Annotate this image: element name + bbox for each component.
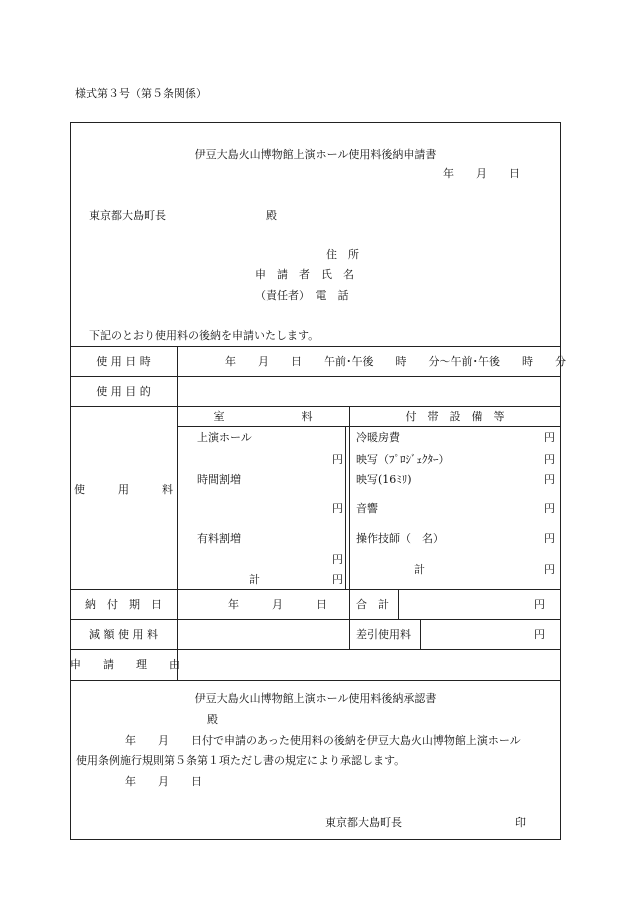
responsible-phone-label: （責任者） 電 話 <box>255 289 349 302</box>
sound-label: 音響 <box>356 502 378 515</box>
form-code: 様式第３号（第５条関係） <box>75 87 207 100</box>
film-16mm-yen: 円 <box>544 473 555 486</box>
equipment-total-yen: 円 <box>544 563 555 576</box>
net-fee-divider <box>420 619 421 649</box>
use-datetime-label: 使 用 日 時 <box>96 355 151 368</box>
fee-column-divider <box>349 406 350 649</box>
row-divider <box>70 680 561 681</box>
room-total-yen: 円 <box>332 573 343 586</box>
payment-due-label: 納 付 期 日 <box>85 598 162 611</box>
use-datetime-value: 年 月 日 午前･午後 時 分～午前･午後 時 分 <box>225 355 566 368</box>
heating-cooling-yen: 円 <box>544 431 555 444</box>
technician-label: 操作技師（ 名） <box>356 532 444 545</box>
net-fee-label: 差引使用料 <box>356 628 411 641</box>
fee-label: 使 用 料 <box>74 483 173 496</box>
row-divider <box>70 346 561 347</box>
time-surcharge-yen: 円 <box>332 502 343 515</box>
reason-label: 申 請 理 由 <box>70 658 180 671</box>
applicant-name-label: 申 請 者 氏 名 <box>255 268 354 281</box>
paid-surcharge-yen: 円 <box>332 553 343 566</box>
room-fee-inner-divider <box>345 426 346 589</box>
approval-body-line1: 年 月 日付で申請のあった使用料の後納を伊豆大島火山博物館上演ホール <box>125 734 521 747</box>
row-divider <box>177 426 561 427</box>
approval-date: 年 月 日 <box>125 775 202 788</box>
projector-yen: 円 <box>544 453 555 466</box>
approval-issuer: 東京都大島町長 <box>325 816 402 829</box>
addressee-honorific: 殿 <box>266 209 277 222</box>
row-divider <box>70 619 561 620</box>
row-divider <box>70 649 561 650</box>
hall-fee-label: 上演ホール <box>197 431 252 444</box>
hall-fee-yen: 円 <box>332 453 343 466</box>
row-divider <box>70 376 561 377</box>
equipment-header: 付 帯 設 備 等 <box>405 410 505 423</box>
request-text: 下記のとおり使用料の後納を申請いたします。 <box>89 329 320 342</box>
approval-title: 伊豆大島火山博物館上演ホール使用料後納承認書 <box>194 692 437 705</box>
reduction-label: 減 額 使 用 料 <box>89 628 158 641</box>
application-date: 年 月 日 <box>443 167 520 180</box>
technician-yen: 円 <box>544 532 555 545</box>
approval-body-line2: 使用条例施行規則第５条第１項ただし書の規定により承認します。 <box>76 754 406 767</box>
row-divider <box>70 406 561 407</box>
sum-yen: 円 <box>534 598 545 611</box>
time-surcharge-label: 時間割増 <box>197 473 241 486</box>
row-divider <box>70 589 561 590</box>
address-label: 住 所 <box>326 248 359 261</box>
sum-label: 合 計 <box>356 598 389 611</box>
room-fee-header: 室 料 <box>213 410 313 423</box>
heating-cooling-label: 冷暖房費 <box>356 431 400 444</box>
sum-divider <box>398 589 399 619</box>
equipment-total-label: 計 <box>414 563 425 576</box>
film-16mm-label: 映写(16ﾐﾘ) <box>356 473 412 486</box>
seal-mark: 印 <box>515 816 526 829</box>
label-column-divider <box>177 346 178 680</box>
room-total-label: 計 <box>249 573 260 586</box>
application-title: 伊豆大島火山博物館上演ホール使用料後納申請書 <box>194 148 437 161</box>
form-frame <box>70 122 561 840</box>
addressee: 東京都大島町長 <box>89 209 166 222</box>
sound-yen: 円 <box>544 502 555 515</box>
projector-label: 映写（ﾌﾟﾛｼﾞｪｸﾀｰ） <box>356 453 450 466</box>
net-fee-yen: 円 <box>534 628 545 641</box>
use-purpose-label: 使 用 目 的 <box>96 385 151 398</box>
paid-surcharge-label: 有料割増 <box>197 532 241 545</box>
approval-honorific: 殿 <box>207 713 218 726</box>
payment-due-value: 年 月 日 <box>228 598 327 611</box>
